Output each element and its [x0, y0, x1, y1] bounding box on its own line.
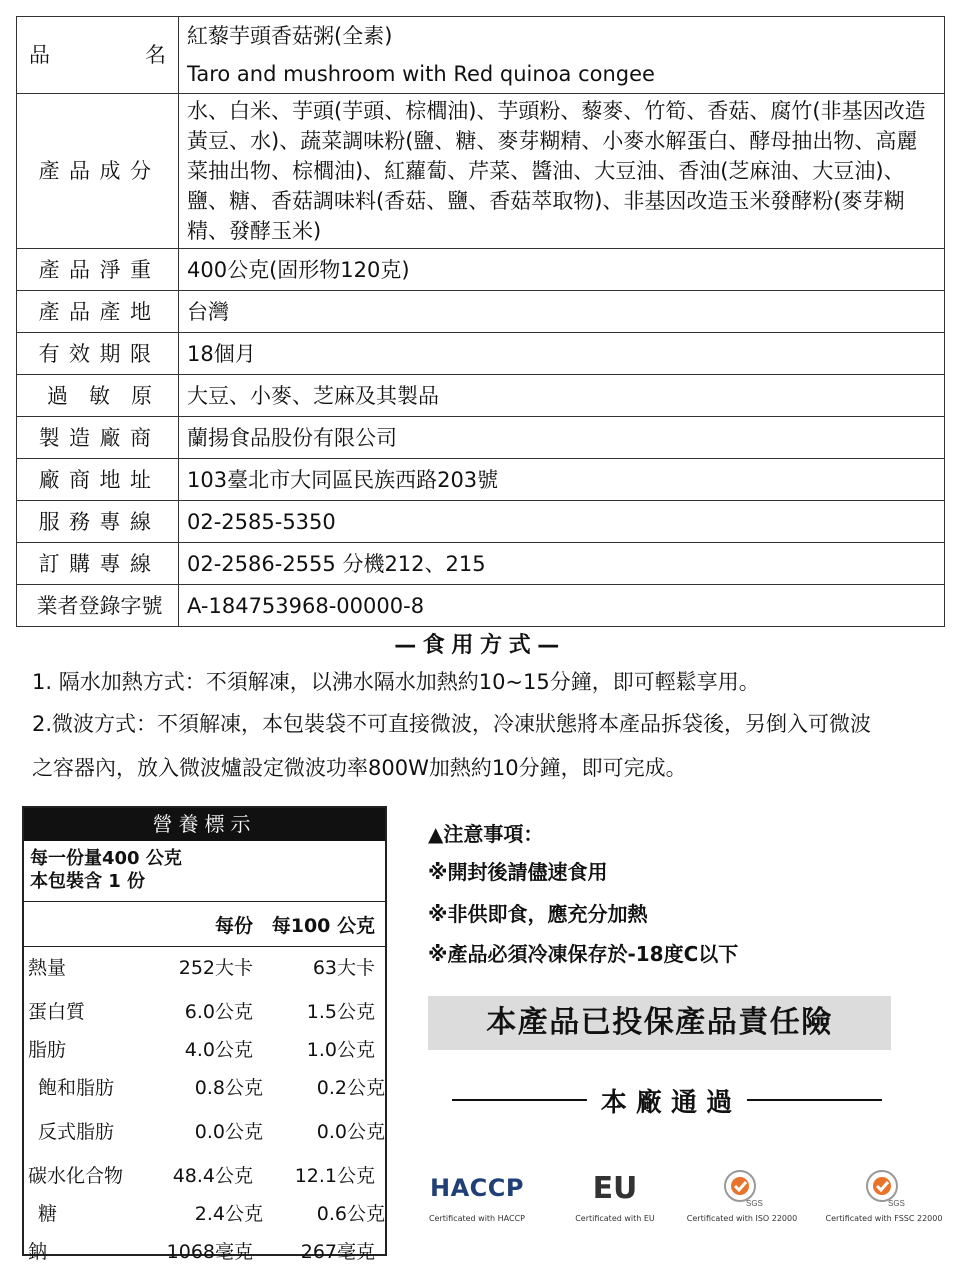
cert-iso22000: SGS Certificated with ISO 22000	[672, 1168, 812, 1223]
spec-value: 大豆、小麥、芝麻及其製品	[179, 375, 945, 417]
spec-row	[17, 543, 945, 585]
spec-value: 18個月	[179, 333, 945, 375]
product-name-cn: 紅藜芋頭香菇粥(全素)	[187, 24, 393, 48]
spec-label: 服務專線	[17, 501, 179, 543]
spec-value-name	[179, 17, 945, 94]
spec-value-ingredients: 水、白米、芋頭(芋頭、棕櫚油)、芋頭粉、藜麥、竹筍、香菇、腐竹(非基因改造黃豆、水)、蔬菜調味粉(鹽、糖、麥芽糊精、小麥水解蛋白、酵母抽出物、高麗菜抽出物、棕櫚油)、紅蘿蔔、芹菜、醬油、大豆油、香油(芝麻油、大豆油)、鹽、糖、香菇調味料(香菇、鹽、香菇萃取物)、非基因改造玉米發酵粉(麥芽糊精、發酵玉米)	[179, 94, 945, 249]
spec-label-name: 品 名	[17, 17, 179, 94]
note-item: ※產品必須冷凍保存於-18度C以下	[428, 942, 739, 966]
haccp-logo: HACCP	[430, 1174, 524, 1202]
divider	[452, 1099, 587, 1101]
spec-value: 台灣	[179, 291, 945, 333]
col-per-100g: 每100 公克	[271, 914, 375, 937]
spec-row	[17, 585, 945, 627]
nutrition-facts-panel	[22, 806, 387, 1263]
usage-line-3: 之容器內，放入微波爐設定微波功率800W加熱約10分鐘，即可完成。	[32, 756, 687, 780]
spec-row-ingredients	[17, 94, 945, 249]
spec-row	[17, 501, 945, 543]
serving-size: 每一份量400 公克	[30, 848, 182, 869]
spec-label: 業者登錄字號	[17, 585, 179, 627]
eu-logo: EU	[592, 1170, 638, 1206]
spec-row	[17, 459, 945, 501]
product-spec-table	[16, 16, 945, 627]
spec-label: 產品淨重	[17, 249, 179, 291]
sgs-logo-icon	[720, 1168, 764, 1208]
cert-eu: EU Certificated with EU	[575, 1170, 655, 1223]
notes-heading: ▲注意事項：	[428, 822, 544, 846]
spec-row-name	[17, 17, 945, 94]
svg-text:SGS: SGS	[888, 1199, 905, 1208]
svg-text:SGS: SGS	[746, 1199, 763, 1208]
nutrition-row: 脂肪 4.0公克 1.0公克	[28, 1038, 375, 1061]
product-name-en: Taro and mushroom with Red quinoa congee	[187, 62, 655, 86]
servings-per-pack: 本包裝含 1 份	[30, 871, 146, 892]
spec-value: 蘭揚食品股份有限公司	[179, 417, 945, 459]
spec-label: 有效期限	[17, 333, 179, 375]
nutrition-title: 營養標示	[24, 808, 385, 841]
spec-label: 訂購專線	[17, 543, 179, 585]
spec-row	[17, 417, 945, 459]
usage-title: —食用方式—	[394, 633, 566, 658]
spec-value: 02-2585-5350	[179, 501, 945, 543]
nutrition-row: 熱量 252大卡 63大卡	[28, 956, 375, 979]
spec-label: 廠商地址	[17, 459, 179, 501]
spec-label: 產品成分	[17, 94, 179, 249]
nutrition-row: 反式脂肪 0.0公克 0.0公克	[38, 1120, 385, 1143]
usage-line-1: 1. 隔水加熱方式：不須解凍，以沸水隔水加熱約10~15分鐘，即可輕鬆享用。	[32, 670, 760, 694]
spec-row	[17, 249, 945, 291]
nutrition-row: 飽和脂肪 0.8公克 0.2公克	[38, 1076, 385, 1099]
insurance-banner: 本產品已投保產品責任險	[428, 996, 891, 1050]
cert-haccp: HACCP Certificated with HACCP	[428, 1174, 526, 1223]
cert-fssc22000: SGS Certificated with FSSC 22000	[814, 1168, 954, 1223]
spec-label: 過 敏 原	[17, 375, 179, 417]
spec-value: 02-2586-2555 分機212、215	[179, 543, 945, 585]
usage-line-2: 2.微波方式：不須解凍，本包裝袋不可直接微波，冷凍狀態將本產品拆袋後，另倒入可微波	[32, 712, 872, 736]
spec-label: 製造廠商	[17, 417, 179, 459]
sgs-logo-icon	[862, 1168, 906, 1208]
nutrition-row: 鈉 1068毫克 267毫克	[28, 1240, 375, 1263]
spec-value: A-184753968-00000-8	[179, 585, 945, 627]
nutrition-row: 碳水化合物 48.4公克 12.1公克	[28, 1164, 375, 1187]
spec-row	[17, 375, 945, 417]
note-item: ※非供即食，應充分加熱	[428, 902, 648, 926]
nutrition-serving-info	[24, 841, 385, 902]
spec-row	[17, 333, 945, 375]
nutrition-row: 蛋白質 6.0公克 1.5公克	[28, 1000, 375, 1023]
spec-label: 產品產地	[17, 291, 179, 333]
spec-row	[17, 291, 945, 333]
spec-value: 103臺北市大同區民族西路203號	[179, 459, 945, 501]
col-per-serving: 每份	[214, 914, 253, 937]
divider	[747, 1099, 882, 1101]
nutrition-row: 糖 2.4公克 0.6公克	[38, 1202, 385, 1225]
spec-value: 400公克(固形物120克)	[179, 249, 945, 291]
nutrition-header-row	[24, 902, 385, 947]
note-item: ※開封後請儘速食用	[428, 860, 608, 884]
certification-title: 本廠通過	[452, 1080, 882, 1120]
